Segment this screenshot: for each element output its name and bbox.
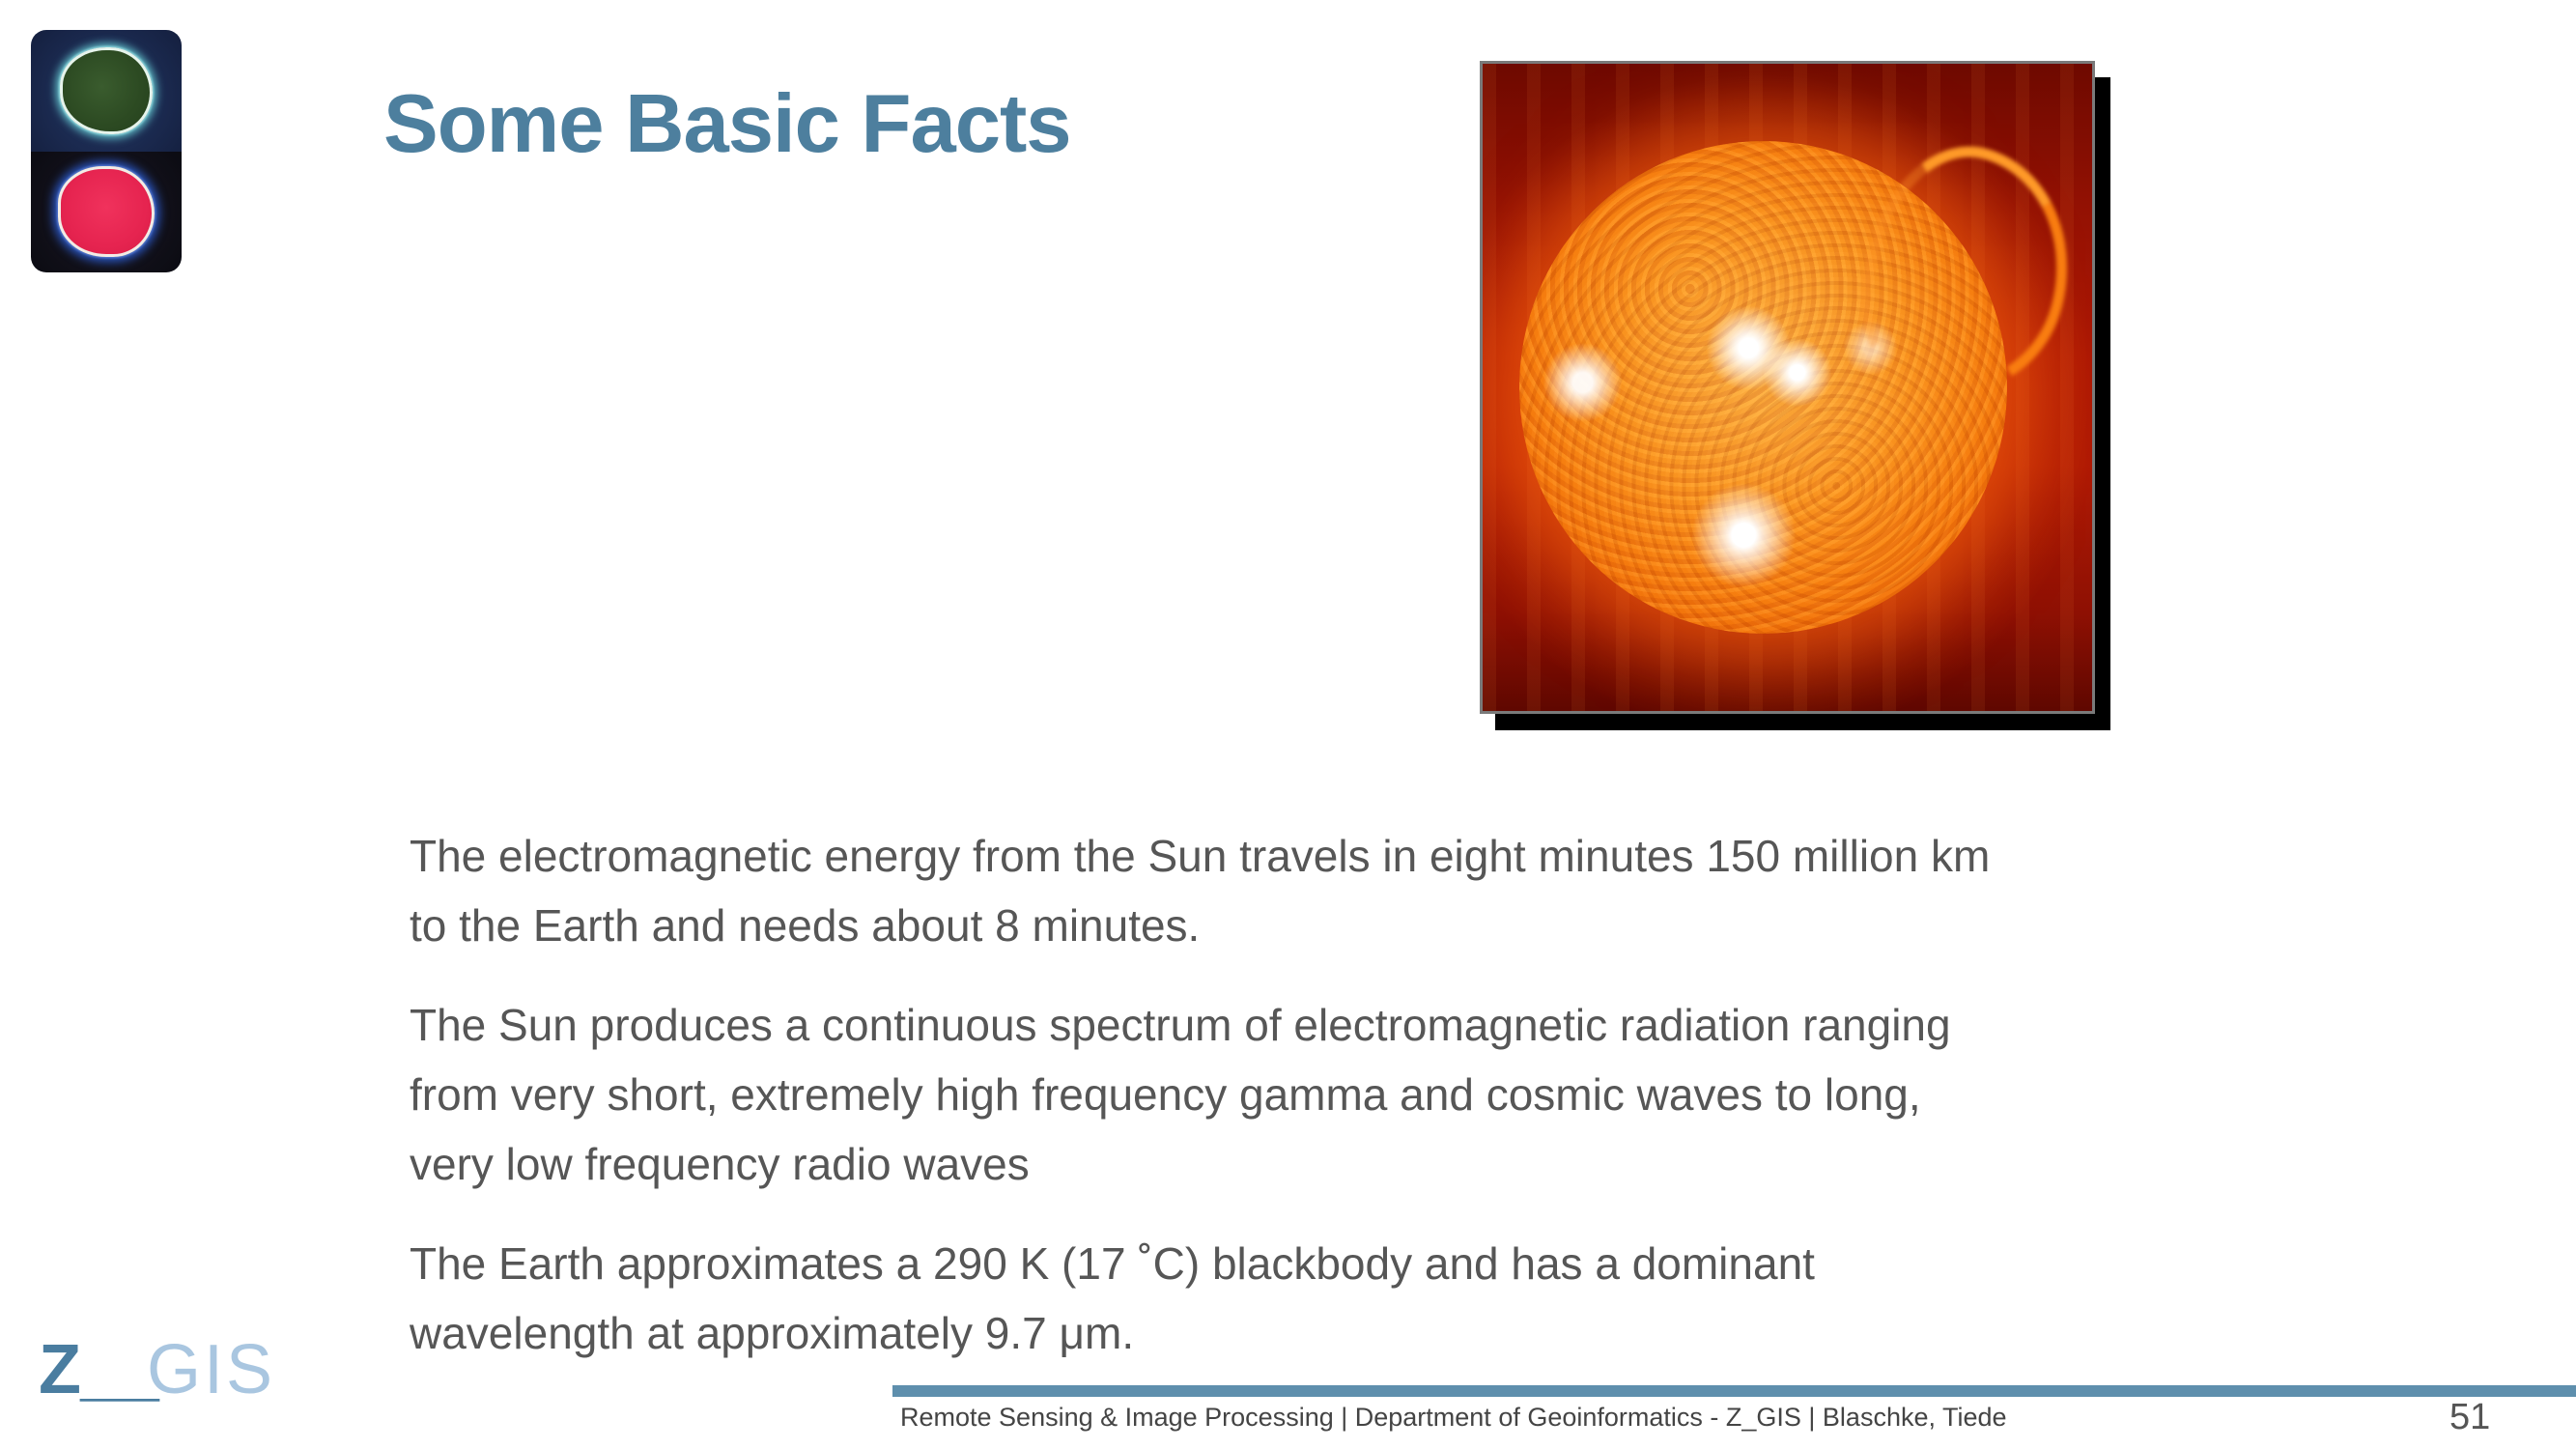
logo-gis: GIS <box>147 1331 276 1408</box>
false-color-atoll-image <box>31 152 182 273</box>
reflection-fade <box>25 274 189 410</box>
logo-z: Z <box>39 1331 81 1408</box>
paragraph-spectrum <box>410 990 2486 1199</box>
paragraph-sun-travel <box>410 821 2486 960</box>
red-island-shape <box>58 166 155 257</box>
zgis-logo <box>39 1331 276 1408</box>
sun-photo <box>1480 61 2095 714</box>
true-color-atoll-image <box>31 30 182 152</box>
green-island-shape <box>60 47 153 134</box>
footer-text: Remote Sensing & Image Processing | Department of Geoinformatics - Z_GIS | Blaschke, Tiede <box>900 1403 2007 1432</box>
text-line: wavelength at approximately 9.7 μm. <box>410 1308 1135 1358</box>
thumbnail-card <box>31 30 182 272</box>
page-number: 51 <box>2449 1397 2491 1437</box>
atoll-satellite-thumbnails <box>31 30 182 272</box>
text-line: from very short, extremely high frequency gamma and cosmic waves to long, <box>410 1069 1921 1120</box>
text-line: The Sun produces a continuous spectrum of electromagnetic radiation ranging <box>410 1000 1951 1050</box>
text-line: The electromagnetic energy from the Sun travels in eight minutes 150 million km <box>410 831 1991 881</box>
text-line: The Earth approximates a 290 K (17 ˚C) blackbody and has a dominant <box>410 1238 1815 1289</box>
footer-rule <box>892 1385 2576 1397</box>
paragraph-earth-blackbody <box>410 1229 2486 1368</box>
text-line: to the Earth and needs about 8 minutes. <box>410 900 1201 951</box>
logo-underscore: _ <box>80 1331 159 1408</box>
page-title: Some Basic Facts <box>383 78 1071 170</box>
body-text <box>410 821 2486 1398</box>
text-line: very low frequency radio waves <box>410 1139 1030 1189</box>
